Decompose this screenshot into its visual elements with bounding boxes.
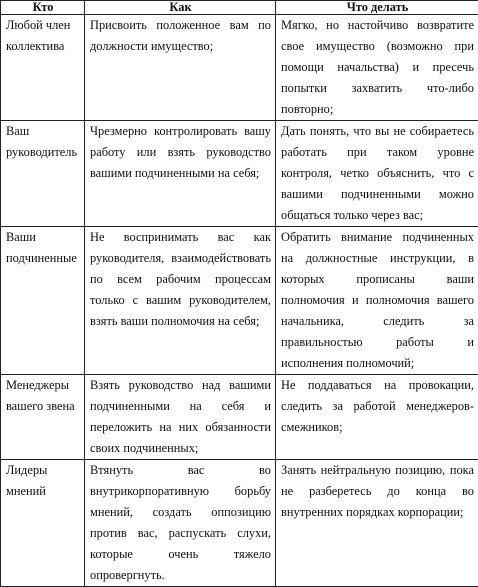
cell-who: Ваш руководитель [1,121,85,227]
cell-how: Присвоить положенное вам по должности имущество; [85,15,276,121]
table-row [1,460,478,587]
cell-what: Дать понять, что вы не собираетесь работать при таком уровне контроля, четко объяснить, что с вашими подчиненными можно общаться только через вас; [276,121,478,227]
cell-what: Занять нейтральную позицию, пока не разберетесь до конца во внутренних порядках корпорации; [276,460,478,587]
table-row [1,15,478,121]
cell-who: Менеджеры вашего звена [1,375,85,460]
cell-who: Любой член коллектива [1,15,85,121]
table-row [1,227,478,375]
cell-how: Не воспринимать вас как руководителя, взаимодействовать по всем рабочим процессам только с вашим руководителем, взять ваши полномочия на себя; [85,227,276,375]
cell-how: Взять руководство над вашими подчиненными на себя и переложить на них обязанности своих подчиненных; [85,375,276,460]
cell-how: Чрезмерно контролировать вашу работу или взять руководство вашими подчиненными на себя; [85,121,276,227]
cell-what: Мягко, но настойчиво возвратите свое имущество (возможно при помощи начальства) и пресечь попытки захватить что-либо повторно; [276,15,478,121]
cell-who: Ваши подчиненные [1,227,85,375]
header-what: Что делать [276,1,478,15]
cell-what: Обратить внимание подчиненных на должностные инструкции, в которых прописаны ваши полномочия и полномочия вашего начальника, следить за правильностью работы и исполнения полномочий; [276,227,478,375]
table-row [1,121,478,227]
cell-who: Лидеры мнений [1,460,85,587]
header-row [1,1,478,15]
header-who: Кто [1,1,85,15]
cell-how: Втянуть вас во внутрикорпоративную борьбу мнений, создать оппозицию против вас, распускать слухи, которые очень тяжело опровергнуть. [85,460,276,587]
table-row [1,375,478,460]
cell-what: Не поддаваться на провокации, следить за работой менеджеров-смежников; [276,375,478,460]
header-how: Как [85,1,276,15]
